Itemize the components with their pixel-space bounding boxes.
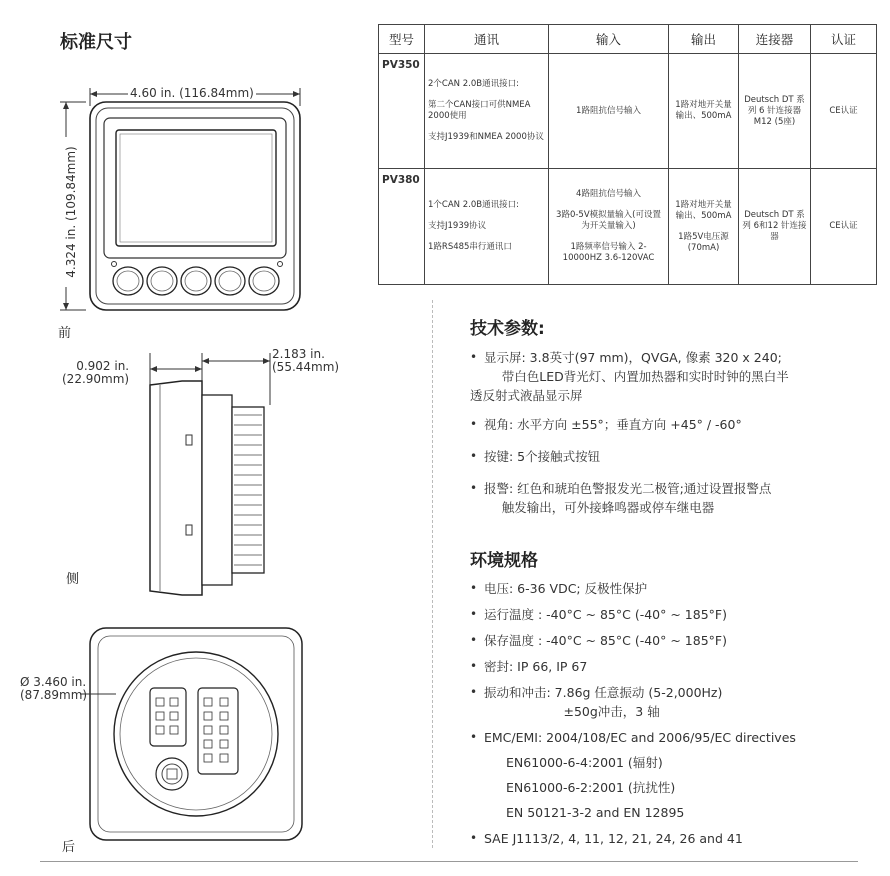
list-item <box>470 829 796 848</box>
item-line: • 电压: 6-36 VDC; 反极性保护 <box>484 581 648 596</box>
table-row <box>379 169 877 285</box>
item-subline: EN61000-6-2:2001 (抗扰性) <box>506 780 676 795</box>
item-line: 触发输出，可外接蜂鸣器或停车继电器 <box>470 500 715 515</box>
cert-cell <box>811 54 877 169</box>
header-input: 输入 <box>549 25 669 54</box>
side-left-dimension: 0.902 in. (22.90mm) <box>62 359 130 386</box>
cell-text: CE认证 <box>829 221 858 231</box>
cell-text: 3路0-5V模拟量输入(可设置为开关量输入) <box>556 210 661 231</box>
item-line: • SAE J1113/2, 4, 11, 12, 21, 24, 26 and 41 <box>484 831 743 846</box>
cell-text: 1路频率信号输入 2-10000HZ 3.6-120VAC <box>562 242 655 263</box>
item-line: ±50g冲击，3 轴 <box>484 704 660 719</box>
item-line: • 视角: 水平方向 ±55°；垂直方向 +45° / -60° <box>484 417 742 432</box>
cell-text: Deutsch DT 系列 6和12 针连接器 <box>742 210 807 242</box>
back-diameter-dimension: Ø 3.460 in. (87.89mm) <box>20 675 88 702</box>
item-line: • EMC/EMI: 2004/108/EC and 2006/95/EC directives <box>484 730 796 745</box>
cell-text: 2个CAN 2.0B通讯接口: <box>428 79 519 89</box>
cell-text: CE认证 <box>829 105 858 116</box>
item-line: • 显示屏: 3.8英寸(97 mm)，QVGA, 像素 320 x 240; <box>484 350 782 365</box>
model-cell: PV380 <box>379 169 425 285</box>
header-connector: 连接器 <box>739 25 811 54</box>
list-item <box>470 728 796 822</box>
output-cell <box>669 169 739 285</box>
cell-text: 4路阻抗信号输入 <box>576 189 641 199</box>
env-specs-title: 环境规格 <box>470 551 538 571</box>
input-cell <box>549 54 669 169</box>
env-specs-list <box>470 579 796 848</box>
front-height-dimension: 4.324 in. (109.84mm) <box>64 137 78 287</box>
cell-text: 1路RS485串行通讯口 <box>428 242 512 252</box>
list-item <box>470 605 796 624</box>
model-cell: PV350 <box>379 54 425 169</box>
header-model: 型号 <box>379 25 425 54</box>
list-item <box>470 479 789 517</box>
cell-text: 1路阻抗信号输入 <box>576 105 641 116</box>
table-row <box>379 54 877 169</box>
list-item <box>470 415 789 434</box>
spec-table <box>378 24 877 285</box>
item-line: 带白色LED背光灯、内置加热器和实时时钟的黑白半 <box>470 369 789 384</box>
comm-cell <box>425 54 549 169</box>
connector-cell <box>739 169 811 285</box>
output-cell <box>669 54 739 169</box>
item-subline: EN 50121-3-2 and EN 12895 <box>506 805 685 820</box>
table-header-row <box>379 25 877 54</box>
item-line: • 密封: IP 66, IP 67 <box>484 659 588 674</box>
list-item <box>470 683 796 721</box>
cell-text: 1路5V电压源 (70mA) <box>678 231 729 253</box>
item-line: 透反射式液晶显示屏 <box>470 388 583 403</box>
header-output: 输出 <box>669 25 739 54</box>
cell-text: 支持J1939和NMEA 2000协议 <box>428 132 544 142</box>
comm-cell <box>425 169 549 285</box>
back-view-label: 后 <box>62 840 76 855</box>
list-item <box>470 631 796 650</box>
column-divider <box>432 300 434 848</box>
list-item <box>470 447 789 466</box>
connector-cell <box>739 54 811 169</box>
list-item <box>470 348 789 405</box>
item-subline: EN61000-6-4:2001 (辐射) <box>506 755 663 770</box>
bottom-rule <box>40 861 858 862</box>
item-line: • 报警: 红色和琥珀色警报发光二极管;通过设置报警点 <box>484 481 772 496</box>
cell-text: 1路对地开关量输出、500mA <box>675 199 732 221</box>
list-item <box>470 579 796 598</box>
page-title: 标准尺寸 <box>60 32 132 53</box>
cell-text: 1路对地开关量输出、500mA <box>675 100 732 121</box>
cell-text: 1个CAN 2.0B通讯接口: <box>428 200 519 210</box>
header-cert: 认证 <box>811 25 877 54</box>
side-right-dimension: 2.183 in. (55.44mm) <box>272 347 340 374</box>
item-line: • 按键: 5个接触式按钮 <box>484 449 601 464</box>
list-item <box>470 657 796 676</box>
cell-text: Deutsch DT 系列 6 针连接器 M12 (5座) <box>744 94 805 127</box>
cell-text: 支持J1939协议 <box>428 221 487 231</box>
tech-params-title: 技术参数: <box>470 319 545 339</box>
back-view-drawing <box>80 622 320 846</box>
item-line: • 振动和冲击: 7.86g 任意振动 (5-2,000Hz) <box>484 685 723 700</box>
front-view-label: 前 <box>58 326 72 341</box>
side-view-label: 侧 <box>66 572 80 587</box>
input-cell <box>549 169 669 285</box>
side-view-drawing <box>120 345 320 605</box>
item-line: • 运行温度 : -40°C ~ 85°C (-40° ~ 185°F) <box>484 607 727 622</box>
tech-params-list <box>470 348 789 517</box>
header-comm: 通讯 <box>425 25 549 54</box>
cell-text: 第二个CAN接口可供NMEA 2000使用 <box>428 100 531 121</box>
item-line: • 保存温度 : -40°C ~ 85°C (-40° ~ 185°F) <box>484 633 727 648</box>
cert-cell <box>811 169 877 285</box>
front-width-dimension: 4.60 in. (116.84mm) <box>130 86 254 100</box>
